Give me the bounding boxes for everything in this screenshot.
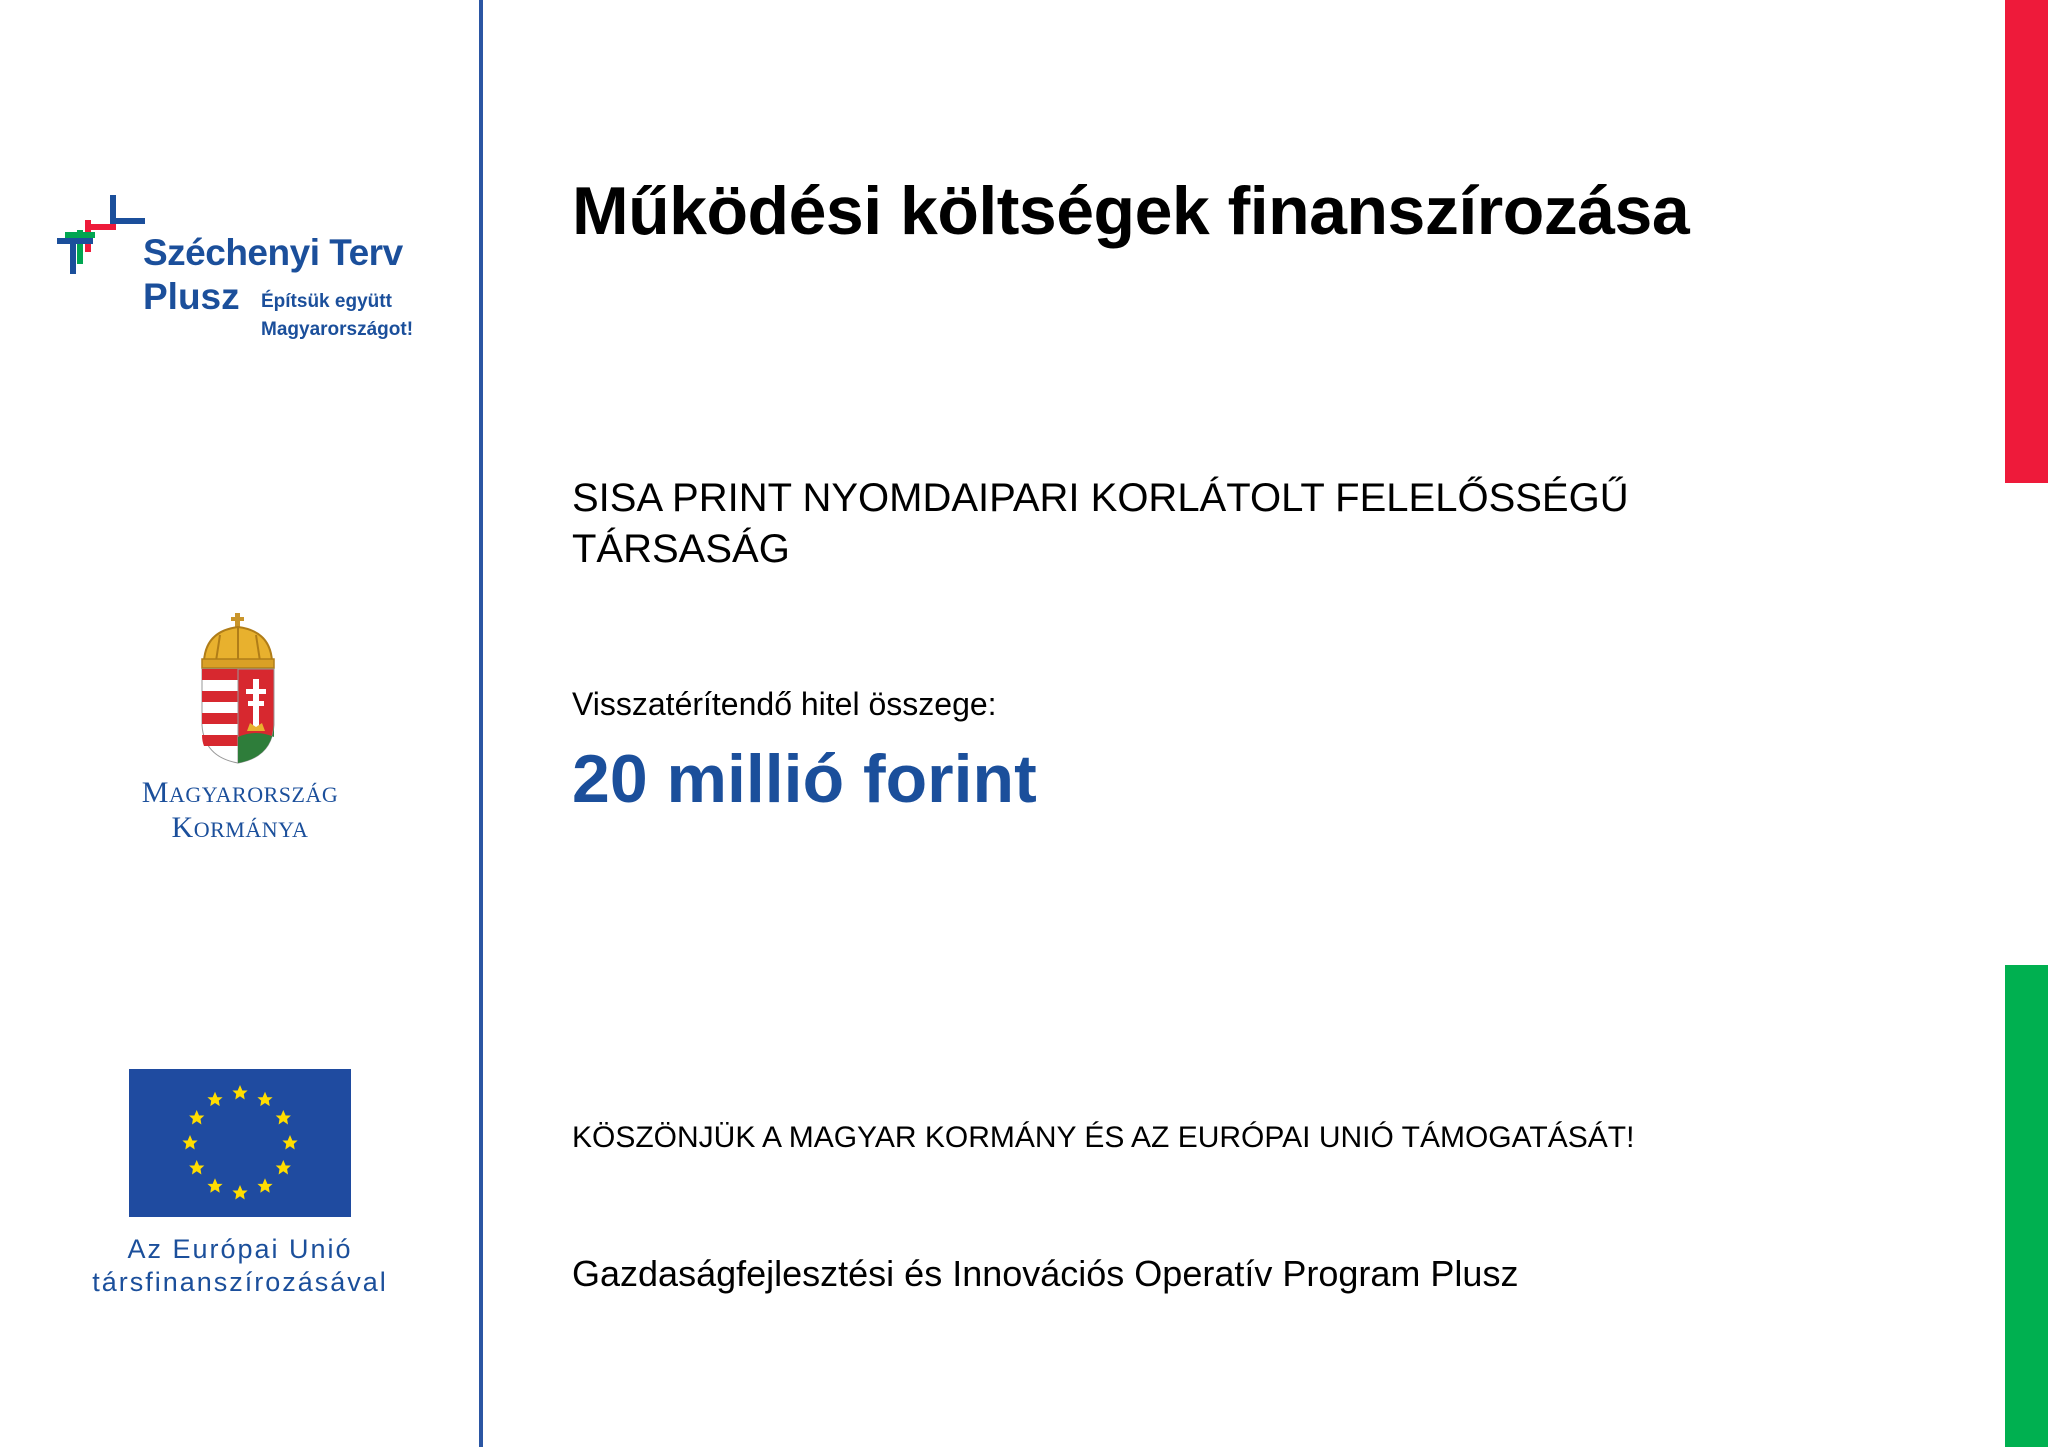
eu-text-line2: társfinanszírozásával — [92, 1267, 388, 1297]
szechenyi-terv-logo — [55, 192, 455, 352]
eu-flag — [129, 1069, 351, 1217]
szechenyi-tagline-line1: Építsük együtt — [261, 291, 392, 312]
loan-amount-label: Visszatérítendő hitel összege: — [572, 686, 997, 722]
hungarian-coat-of-arms-icon — [198, 613, 278, 768]
program-name: Gazdaságfejlesztési és Innovációs Operatív Program Plusz — [572, 1253, 1519, 1294]
szechenyi-name-line1: Széchenyi Terv — [143, 232, 403, 273]
thanks-message: KÖSZÖNJÜK A MAGYAR KORMÁNY ÉS AZ EURÓPAI UNIÓ TÁMOGATÁSÁT! — [572, 1121, 1635, 1154]
szechenyi-cross-icon — [55, 192, 150, 287]
eu-text-line1: Az Európai Unió — [127, 1234, 353, 1264]
flag-stripe-red — [2005, 0, 2048, 483]
eu-stars-icon — [129, 1069, 351, 1217]
szechenyi-name-line2: Plusz — [143, 276, 240, 317]
company-name — [572, 473, 1872, 575]
szechenyi-tagline-line2: Magyarországot! — [261, 319, 414, 340]
government-line1: MAGYARORSZÁG — [141, 776, 339, 809]
company-name-line1: SISA PRINT NYOMDAIPARI KORLÁTOLT FELELŐSSÉGŰ — [572, 476, 1629, 520]
eu-cofinancing-text — [60, 1233, 420, 1299]
hungarian-government-logo-text — [90, 776, 390, 846]
government-line2: KORMÁNYA — [171, 811, 309, 844]
column-divider — [479, 0, 483, 1447]
flag-stripe-green — [2005, 965, 2048, 1447]
page-title: Működési költségek finanszírozása — [572, 173, 1690, 249]
company-name-line2: TÁRSASÁG — [572, 527, 790, 571]
loan-amount-value: 20 millió forint — [572, 741, 1037, 817]
